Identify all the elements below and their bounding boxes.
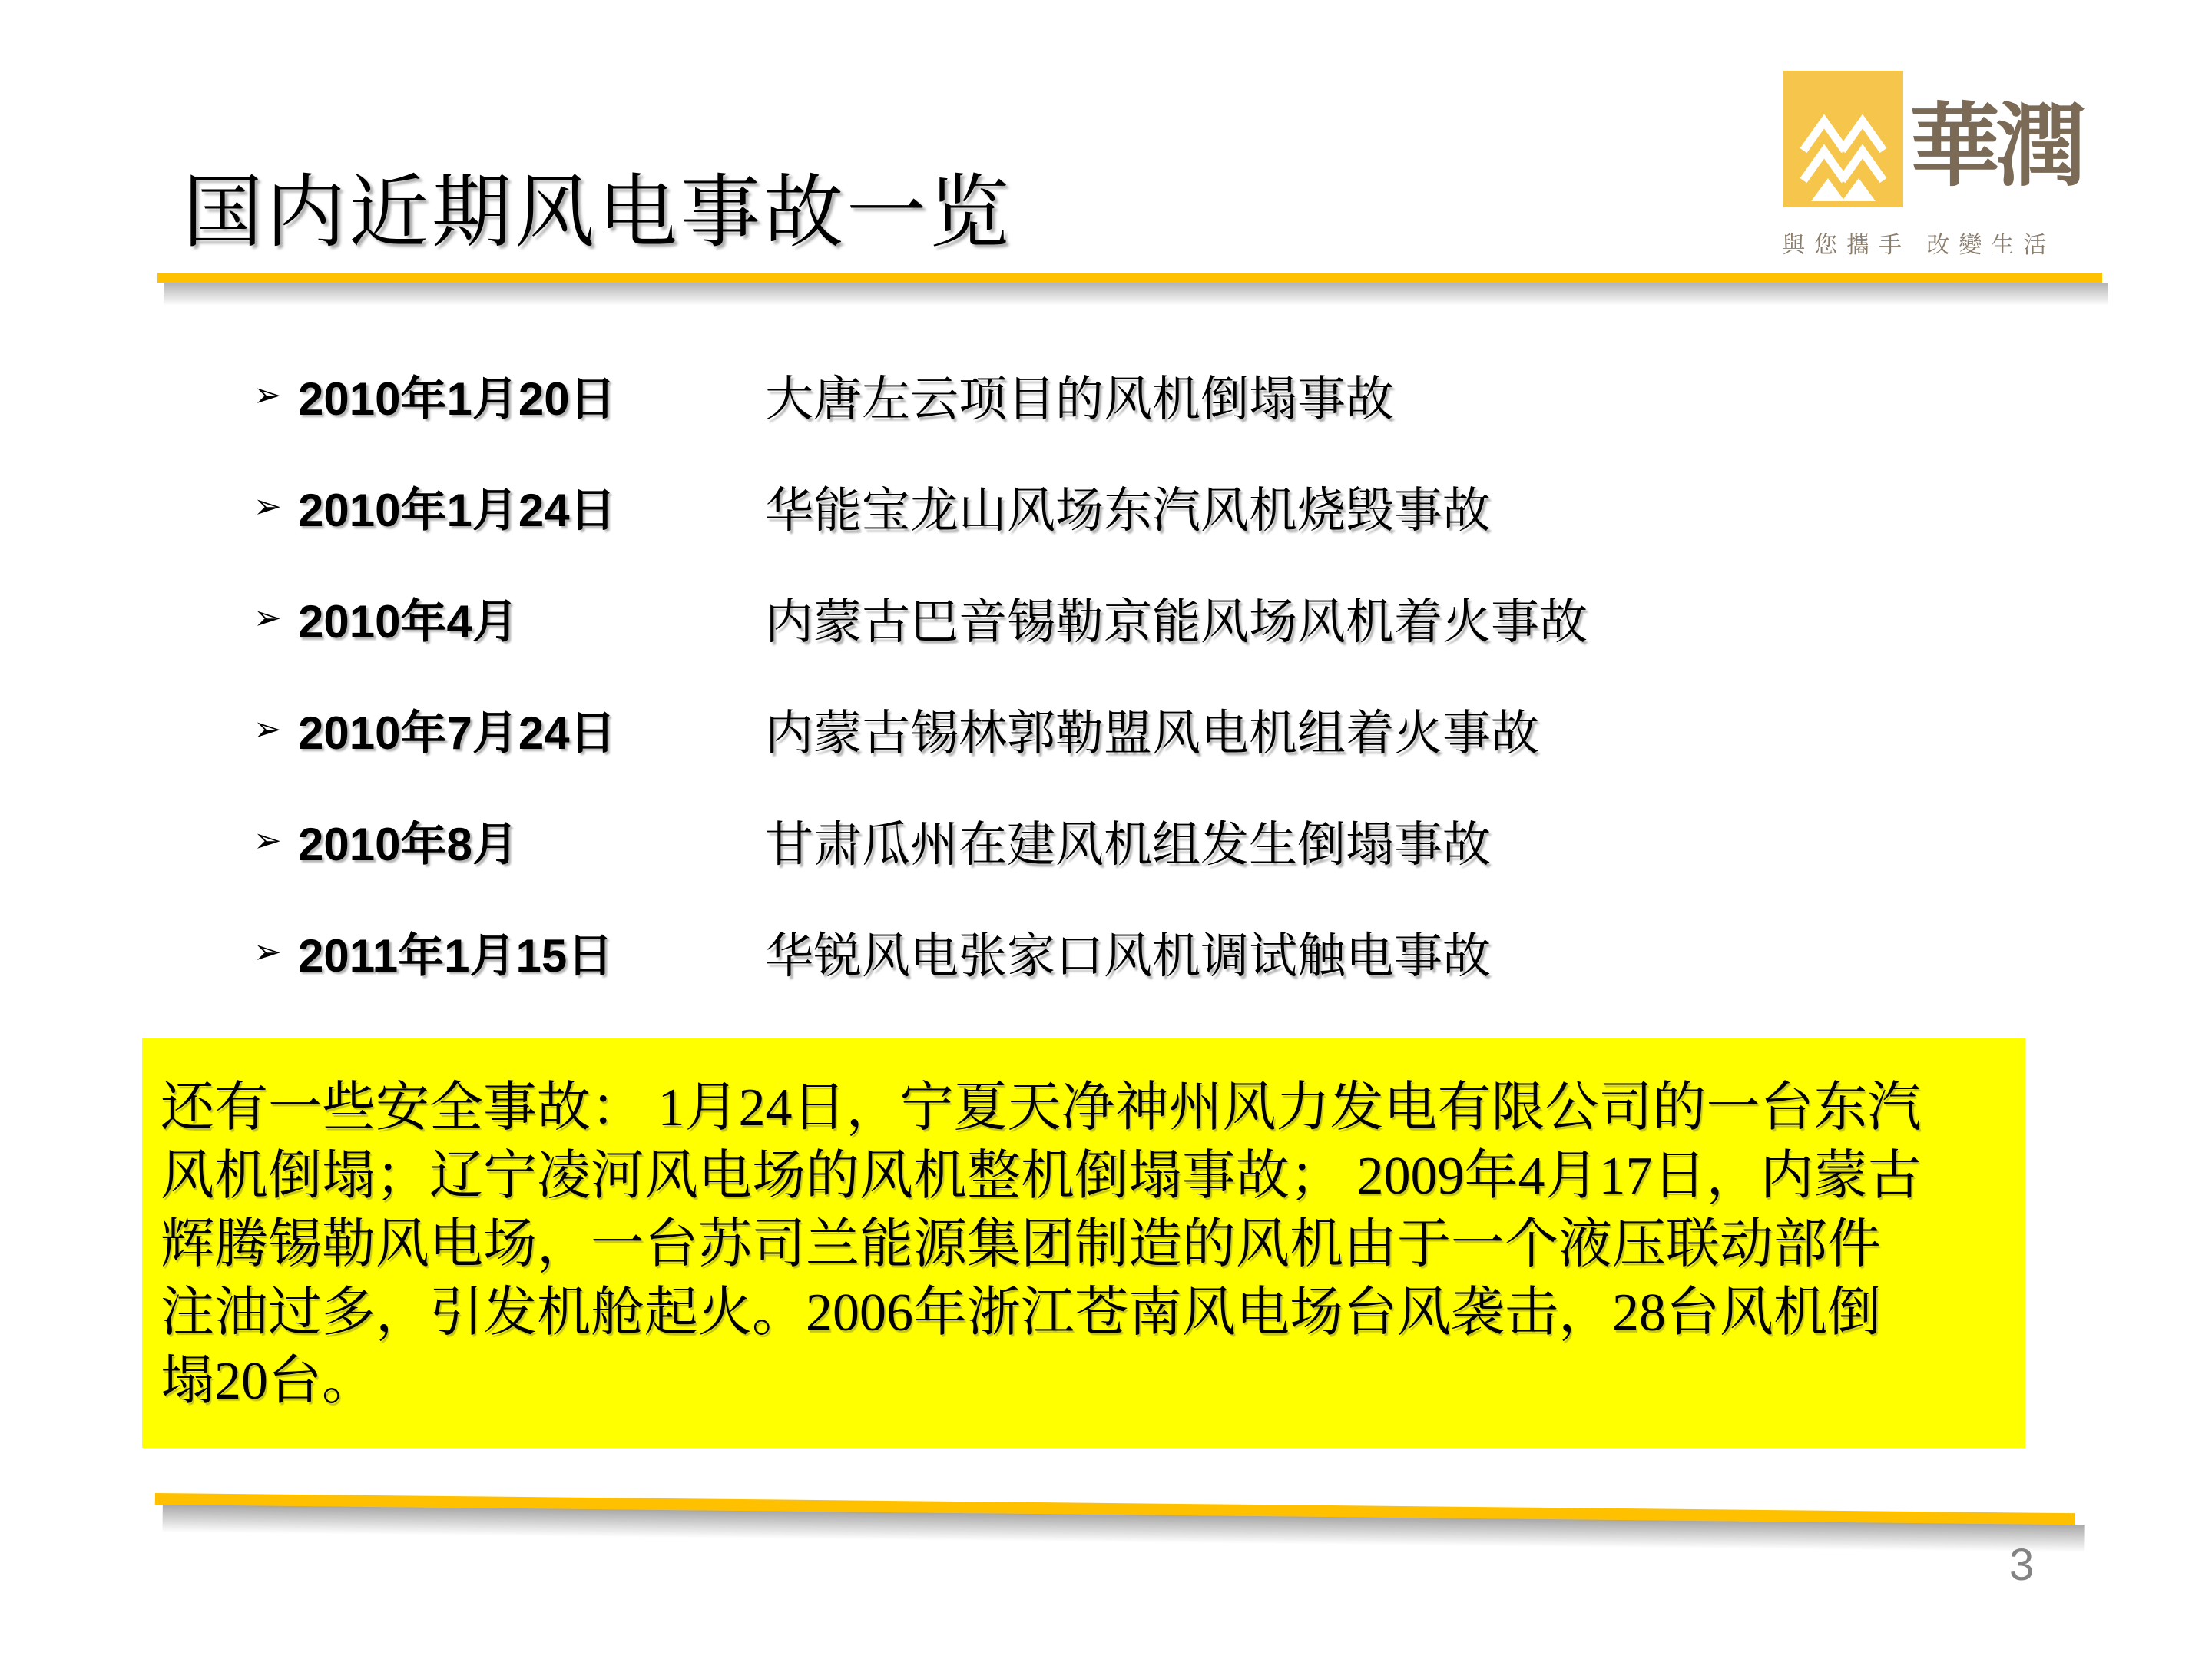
accident-list-item <box>253 562 1588 674</box>
accident-list-item <box>253 674 1588 785</box>
arrow-bullet-icon: ➢ <box>253 820 282 860</box>
arrow-bullet-icon: ➢ <box>253 486 282 526</box>
accident-date: 2010年1月20日 <box>298 373 616 425</box>
accident-date: 2010年1月24日 <box>298 484 616 536</box>
highlight-text-line: 塌20台。 <box>161 1352 376 1411</box>
footer-divider-rule <box>155 1493 2075 1525</box>
arrow-bullet-icon: ➢ <box>253 932 282 972</box>
logo-brand-text: 華潤 <box>1909 97 2082 197</box>
accident-date: 2010年7月24日 <box>298 707 616 759</box>
logo-tagline: 與您攜手 改變生活 <box>1782 233 2056 258</box>
accident-date: 2010年4月 <box>298 595 518 647</box>
accident-date: 2010年8月 <box>298 818 518 870</box>
accident-list-item <box>253 451 1588 562</box>
accident-description: 华能宝龙山风场东汽风机烧毁事故 <box>765 484 1491 538</box>
arrow-bullet-icon: ➢ <box>253 709 282 749</box>
arrow-bullet-icon: ➢ <box>253 598 282 637</box>
accident-date: 2011年1月15日 <box>298 929 614 982</box>
header-divider-rule <box>157 273 2102 283</box>
accident-list <box>253 339 1588 1008</box>
accident-list-item <box>253 785 1588 896</box>
accident-description: 内蒙古巴音锡勒京能风场风机着火事故 <box>765 595 1588 649</box>
arrow-bullet-icon: ➢ <box>253 375 282 415</box>
highlight-text-line: 风机倒塌；辽宁凌河风电场的风机整机倒塌事故； 2009年4月17日，内蒙古 <box>161 1147 1922 1206</box>
accident-description: 内蒙古锡林郭勒盟风电机组着火事故 <box>765 707 1539 760</box>
accident-list-item <box>253 896 1588 1008</box>
accident-list-item <box>253 339 1588 451</box>
accident-description: 甘肃瓜州在建风机组发生倒塌事故 <box>765 818 1491 872</box>
highlight-text-line: 还有一些安全事故： 1月24日，宁夏天净神州风力发电有限公司的一台东汽 <box>161 1078 1922 1137</box>
slide-title: 国内近期风电事故一览 <box>183 169 1013 257</box>
page-number: 3 <box>2009 1540 2035 1590</box>
china-resources-logo-icon <box>1783 71 1903 207</box>
highlight-note-box <box>142 1038 2025 1448</box>
highlight-text-line: 辉腾锡勒风电场，一台苏司兰能源集团制造的风机由于一个液压联动部件 <box>161 1215 1881 1274</box>
accident-description: 华锐风电张家口风机调试触电事故 <box>765 929 1491 983</box>
accident-description: 大唐左云项目的风机倒塌事故 <box>765 373 1394 426</box>
highlight-text-line: 注油过多，引发机舱起火。2006年浙江苍南风电场台风袭击，28台风机倒 <box>161 1283 1881 1343</box>
